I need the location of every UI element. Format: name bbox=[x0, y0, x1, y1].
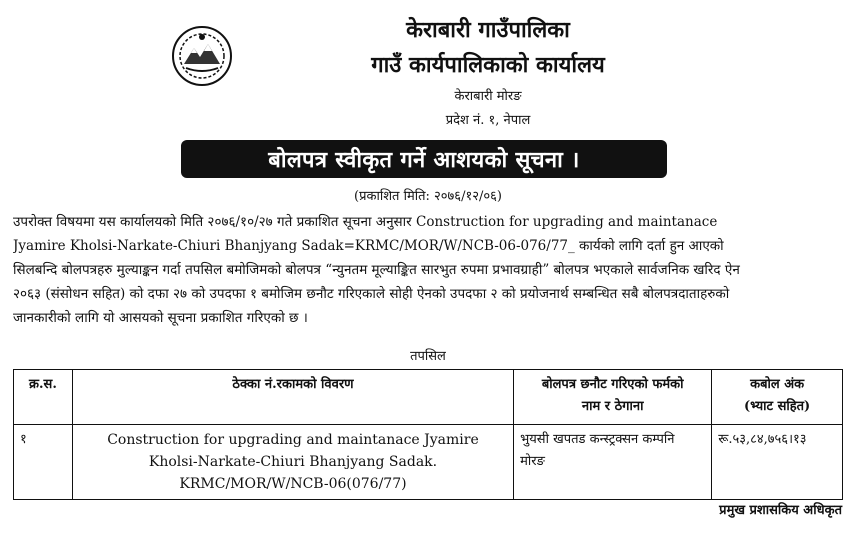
desc-line: Kholsi-Narkate-Chiuri Bhanjyang Sadak. bbox=[148, 454, 438, 470]
header-amount-line: (भ्याट सहित) bbox=[744, 399, 811, 414]
header-description: ठेक्का नं.रकामको विवरण bbox=[72, 370, 513, 425]
header-sn: क्र.स. bbox=[14, 370, 73, 425]
office-location: केराबारी मोरङ bbox=[454, 89, 522, 104]
header-firm-line: नाम र ठेगाना bbox=[581, 399, 644, 414]
notice-body bbox=[13, 210, 843, 330]
published-date: (प्रकाशित मिति: २०७६/१२/०६) bbox=[354, 189, 502, 204]
province: प्रदेश नं. १, नेपाल bbox=[445, 113, 531, 128]
signatory-title: प्रमुख प्रशासकिय अधिकृत bbox=[719, 503, 842, 518]
body-line: Jyamire Kholsi-Narkate-Chiuri Bhanjyang Sadak=KRMC/MOR/W/NCB-06-076/77_ कार्यको लागि दर्ता हुन आएको bbox=[13, 238, 724, 254]
table-row bbox=[14, 425, 843, 500]
award-table bbox=[13, 369, 843, 500]
row-description bbox=[72, 425, 513, 500]
row-amount: रू.५३,८४,७५६।१३ bbox=[712, 425, 843, 500]
body-line: सिलबन्दि बोलपत्रहरु मुल्याङ्कन गर्दा तपसिल बमोजिमको बोलपत्र “न्युनतम मूल्याङ्कित सारभुत रुपमा प्रभावग्राही” बोलपत्र भएकाले सार्वजनिक खरिद ऐन bbox=[13, 262, 740, 278]
notice-title: बोलपत्र स्वीकृत गर्ने आशयको सूचना । bbox=[181, 140, 667, 178]
header-amount-line: कबोल अंक bbox=[750, 377, 805, 392]
desc-line: KRMC/MOR/W/NCB-06(076/77) bbox=[179, 476, 407, 492]
firm-line: भुयसी खपतड कन्स्ट्रक्सन कम्पनि bbox=[520, 432, 675, 447]
header-firm bbox=[514, 370, 712, 425]
table-caption: तपसिल bbox=[410, 349, 446, 364]
desc-line: Construction for upgrading and maintanace Jyamire bbox=[107, 432, 479, 448]
table-header-row bbox=[14, 370, 843, 425]
firm-line: मोरङ bbox=[520, 454, 545, 469]
org-name: केराबारी गाउँपालिका bbox=[406, 17, 570, 43]
row-firm bbox=[514, 425, 712, 500]
header-amount bbox=[712, 370, 843, 425]
row-sn: १ bbox=[14, 425, 73, 500]
header-firm-line: बोलपत्र छनौट गरिएको फर्मको bbox=[541, 377, 684, 392]
body-line: जानकारीको लागि यो आसयको सूचना प्रकाशित गरिएको छ । bbox=[13, 310, 308, 326]
office-name: गाउँ कार्यपालिकाको कार्यालय bbox=[371, 52, 605, 78]
body-line: २०६३ (संसोधन सहित) को दफा २७ को उपदफा १ बमोजिम छनौट गरिएकाले सोही ऐनको उपदफा २ को प्रयोजनार्थ सम्बन्धित सबै बोलपत्रदाताहरुको bbox=[13, 286, 730, 302]
body-line: उपरोक्त विषयमा यस कार्यालयको मिति २०७६/१०/२७ गते प्रकाशित सूचना अनुसार Construction for upgrading and maintanace bbox=[13, 214, 718, 230]
